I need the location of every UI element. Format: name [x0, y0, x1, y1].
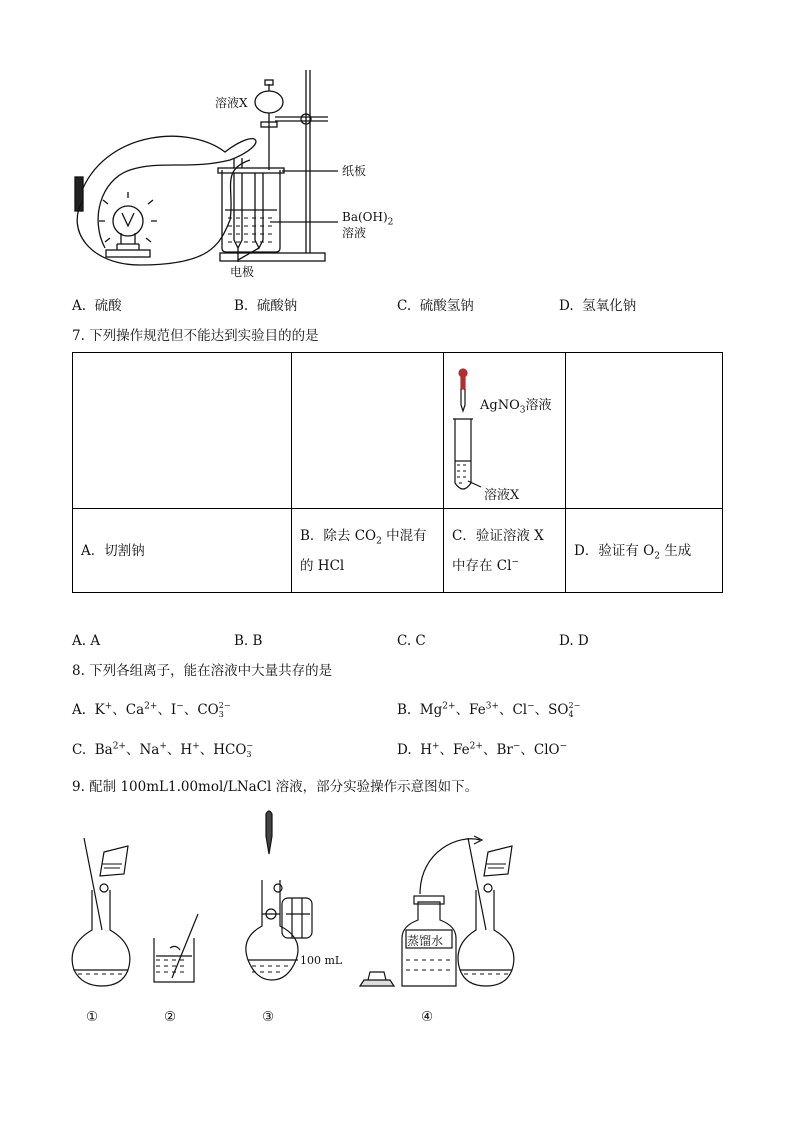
cell-c-label: C．验证溶液 X 中存在 Cl−: [444, 509, 566, 593]
step-4-label: ④: [421, 1009, 434, 1025]
cell-d-image: [566, 353, 723, 509]
label-solution: 溶液: [342, 226, 367, 240]
cell-a-label: A．切割钠: [73, 509, 292, 593]
step-3-label: ③: [262, 1009, 275, 1025]
cell-c-image: [444, 353, 566, 509]
label-solution-x-tube: 溶液X: [484, 488, 520, 503]
q6-option-d[interactable]: D. 氢氧化钠: [559, 298, 637, 314]
q6-option-c[interactable]: C. 硫酸氢钠: [397, 298, 474, 314]
label-agno3: AgNO$_3$溶液: [480, 398, 552, 416]
q7-option-b[interactable]: B. B: [234, 633, 263, 649]
label-cardboard: 纸板: [342, 164, 367, 178]
q7-stem: 7. 下列操作规范但不能达到实验目的的是: [72, 328, 319, 344]
label-100ml: 100 mL: [300, 954, 343, 967]
q7-option-c[interactable]: C. C: [397, 633, 426, 649]
cell-b-label: B．除去 $CO_2$ 中混有 的 HCl: [292, 509, 444, 593]
q6-option-b[interactable]: B. 硫酸钠: [234, 298, 298, 314]
step-1-label: ①: [86, 1009, 99, 1025]
cell-b-image: [292, 353, 444, 509]
cell-a-image: [73, 353, 292, 509]
step-2-label: ②: [164, 1009, 177, 1025]
q7-option-d[interactable]: D. D: [559, 633, 589, 649]
q7-option-a[interactable]: A. A: [72, 633, 101, 649]
q9-stem: 9. 配制 100mL1.00mol/LNaCl 溶液，部分实验操作示意图如下。: [72, 779, 479, 795]
q8-option-c[interactable]: C. $Ba^{2+}$、Na+、H+、HCO − 3: [72, 741, 254, 759]
label-distilled-water: 蒸馏水: [407, 934, 444, 948]
q8-option-a[interactable]: A. K+、$Ca^{2+}$、I−、CO 2− 3: [72, 701, 231, 719]
q8-option-b[interactable]: B. $Mg^{2+}$、$Fe^{3+}$、Cl−、SO 2− 4: [397, 701, 581, 719]
q7-experiment-table: [72, 352, 723, 593]
label-solution-x: 溶液X: [215, 96, 248, 110]
cell-d-label: D．验证有 $O_2$ 生成: [566, 509, 723, 593]
q8-stem: 8. 下列各组离子，能在溶液中大量共存的是: [72, 663, 333, 679]
label-baoh2: $Ba(OH)_2$: [342, 210, 394, 228]
q8-option-d[interactable]: D. H+、$Fe^{2+}$、Br−、ClO−: [397, 741, 568, 758]
label-electrode: 电极: [230, 265, 255, 279]
q6-option-a[interactable]: A. 硫酸: [72, 298, 122, 314]
